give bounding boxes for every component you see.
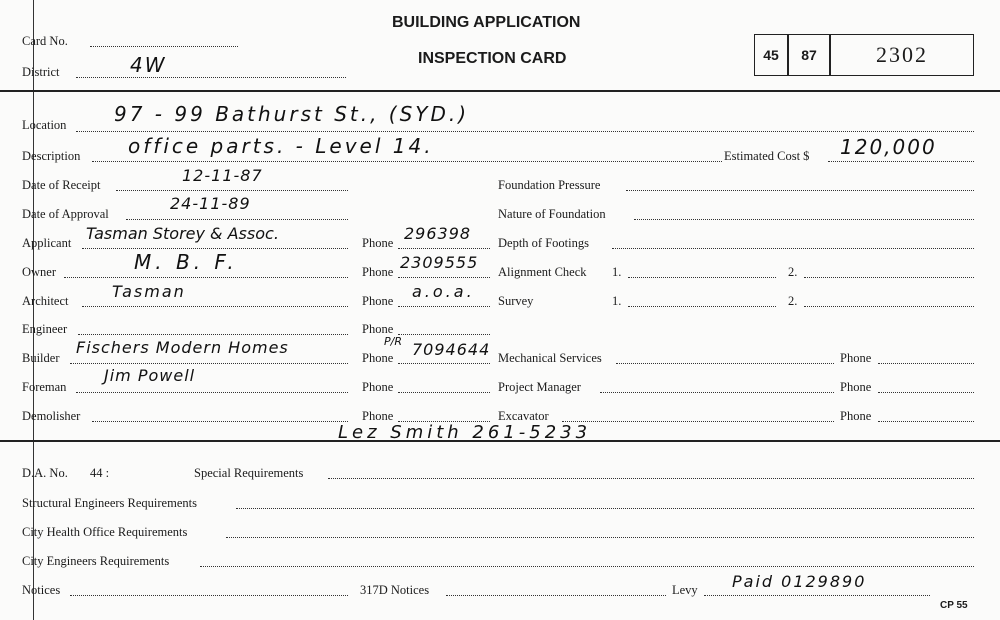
mechanical-services-field[interactable] [616,363,834,364]
builder-phone-value: 7094644 [412,340,491,359]
applicant-field[interactable] [82,248,348,249]
location-field[interactable] [76,131,974,132]
engineer-phone-label: Phone [362,322,394,336]
project-manager-phone-field[interactable] [878,392,974,393]
architect-phone-label: Phone [362,294,394,308]
card-no-label: Card No. [22,34,68,48]
health-requirements-label: City Health Office Requirements [22,525,188,539]
survey-1-field[interactable] [628,306,776,307]
requirements-divider [0,440,1000,442]
builder-field[interactable] [70,363,348,364]
foreman-field[interactable] [76,392,348,393]
engineer-label: Engineer [22,322,68,336]
builder-phone-note: P/R [384,335,402,348]
excavator-label: Excavator [498,409,549,423]
excavator-phone-label: Phone [840,409,872,423]
demolisher-phone-label: Phone [362,409,394,423]
card-title-line2: INSPECTION CARD [418,50,567,67]
structural-requirements-label: Structural Engineers Requirements [22,496,197,510]
da-number-label: D.A. No. [22,466,68,480]
levy-field[interactable] [704,595,930,596]
alignment-check-2-field[interactable] [804,277,974,278]
description-field[interactable] [92,161,722,162]
builder-phone-label: Phone [362,351,394,365]
builder-value: Fischers Modern Homes [76,338,289,357]
alignment-num-2: 2. [788,265,798,279]
builder-label: Builder [22,351,60,365]
excavator-note: Lez Smith 261-5233 [338,422,592,443]
district-value: 4W [130,53,167,77]
architect-phone-field[interactable] [398,306,490,307]
architect-field[interactable] [82,306,348,307]
owner-phone-value: 2309555 [400,253,479,272]
date-approval-field[interactable] [126,219,348,220]
mechanical-phone-label: Phone [840,351,872,365]
mechanical-services-label: Mechanical Services [498,351,602,365]
foreman-phone-label: Phone [362,380,394,394]
alignment-check-label: Alignment Check [498,265,587,279]
estimated-cost-label: Estimated Cost $ [724,149,810,163]
survey-2-field[interactable] [804,306,974,307]
owner-value: M. B. F. [134,250,238,274]
owner-label: Owner [22,265,57,279]
location-label: Location [22,118,67,132]
code-box-b: 87 [788,34,830,76]
foreman-label: Foreman [22,380,67,394]
date-receipt-value: 12-11-87 [182,166,263,185]
form-code: CP 55 [940,600,968,611]
nature-foundation-label: Nature of Foundation [498,207,606,221]
alignment-num-1: 1. [612,265,622,279]
estimated-cost-value: 120,000 [840,135,937,159]
district-label: District [22,65,60,79]
project-manager-label: Project Manager [498,380,581,394]
survey-label: Survey [498,294,534,308]
alignment-check-1-field[interactable] [628,277,776,278]
survey-num-1: 1. [612,294,622,308]
description-value: office parts. - Level 14. [128,134,434,158]
city-engineers-requirements-label: City Engineers Requirements [22,554,170,568]
card-title-line1: BUILDING APPLICATION [392,14,581,31]
date-approval-label: Date of Approval [22,207,109,221]
excavator-field[interactable] [562,421,834,422]
depth-footings-label: Depth of Footings [498,236,589,250]
special-requirements-label: Special Requirements [194,466,304,480]
owner-field[interactable] [64,277,348,278]
foreman-value: Jim Powell [104,366,196,385]
city-engineers-requirements-field[interactable] [200,566,974,567]
notices-317d-field[interactable] [446,595,666,596]
project-manager-phone-label: Phone [840,380,872,394]
foundation-pressure-label: Foundation Pressure [498,178,601,192]
applicant-label: Applicant [22,236,72,250]
levy-label: Levy [672,583,698,597]
da-number-value: 44 : [90,466,110,480]
project-manager-field[interactable] [600,392,834,393]
excavator-phone-field[interactable] [878,421,974,422]
health-requirements-field[interactable] [226,537,974,538]
nature-foundation-field[interactable] [634,219,974,220]
engineer-phone-field[interactable] [398,334,490,335]
foreman-phone-field[interactable] [398,392,490,393]
date-receipt-label: Date of Receipt [22,178,101,192]
architect-value: Tasman [112,282,186,301]
applicant-value: Tasman Storey & Assoc. [86,224,279,243]
notices-label: Notices [22,583,61,597]
applicant-phone-field[interactable] [398,248,490,249]
special-requirements-field[interactable] [328,478,974,479]
foundation-pressure-field[interactable] [626,190,974,191]
date-receipt-field[interactable] [116,190,348,191]
structural-requirements-field[interactable] [236,508,974,509]
depth-footings-field[interactable] [612,248,974,249]
header-divider [0,90,1000,92]
notices-field[interactable] [70,595,348,596]
district-field[interactable] [76,77,346,78]
card-number-box: 2302 [830,34,974,76]
date-approval-value: 24-11-89 [170,194,251,213]
engineer-field[interactable] [78,334,348,335]
notices-317d-label: 317D Notices [360,583,430,597]
applicant-phone-value: 296398 [404,224,472,243]
owner-phone-label: Phone [362,265,394,279]
demolisher-label: Demolisher [22,409,81,423]
location-value: 97 - 99 Bathurst St., (SYD.) [114,102,470,126]
architect-label: Architect [22,294,69,308]
demolisher-field[interactable] [92,421,348,422]
owner-phone-field[interactable] [398,277,490,278]
builder-phone-field[interactable] [398,363,490,364]
applicant-phone-label: Phone [362,236,394,250]
survey-num-2: 2. [788,294,798,308]
code-box-a: 45 [754,34,788,76]
description-label: Description [22,149,81,163]
mechanical-phone-field[interactable] [878,363,974,364]
estimated-cost-field[interactable] [828,161,974,162]
levy-value: Paid 0129890 [732,572,867,591]
card-no-field[interactable] [90,46,238,47]
architect-phone-value: a.o.a. [412,282,475,301]
